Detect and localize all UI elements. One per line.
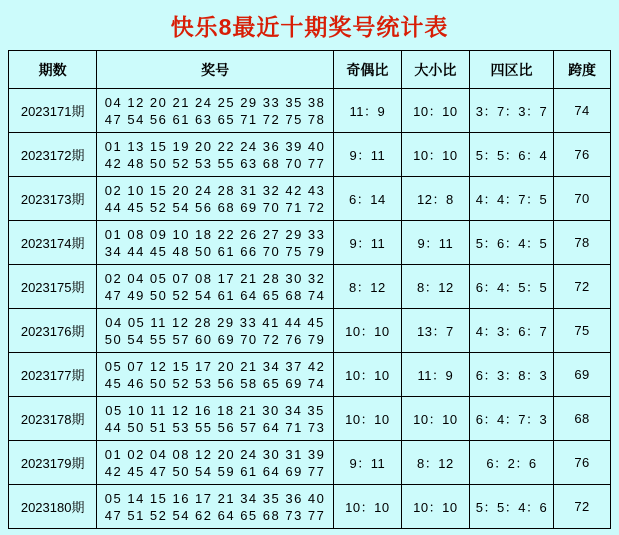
cell-period: 2023171期 — [9, 89, 97, 133]
cell-numbers — [97, 177, 334, 221]
cell-period: 2023179期 — [9, 441, 97, 485]
numbers-line-1: 05 14 15 16 17 21 34 35 36 40 — [104, 490, 326, 506]
numbers-line-2: 42 45 47 50 54 59 61 64 69 77 — [104, 463, 326, 479]
cell-four-zone: 6：2：6 — [469, 441, 553, 485]
cell-span: 68 — [554, 397, 611, 441]
cell-big-small: 10：10 — [401, 397, 469, 441]
cell-big-small: 13：7 — [401, 309, 469, 353]
cell-span: 78 — [554, 221, 611, 265]
cell-period: 2023180期 — [9, 485, 97, 529]
cell-numbers — [97, 353, 334, 397]
cell-four-zone: 5：5：6：4 — [469, 133, 553, 177]
cell-span: 70 — [554, 177, 611, 221]
cell-odd-even: 6：14 — [333, 177, 401, 221]
numbers-line-2: 45 46 50 52 53 56 58 65 69 74 — [104, 375, 326, 391]
numbers-line-2: 44 50 51 53 55 56 57 64 71 73 — [104, 419, 326, 435]
cell-span: 69 — [554, 353, 611, 397]
cell-odd-even: 9：11 — [333, 221, 401, 265]
cell-numbers — [97, 133, 334, 177]
table-row — [9, 221, 611, 265]
cell-four-zone: 6：3：8：3 — [469, 353, 553, 397]
cell-period: 2023172期 — [9, 133, 97, 177]
column-header-big-small: 大小比 — [401, 51, 469, 89]
cell-big-small: 8：12 — [401, 441, 469, 485]
cell-four-zone: 5：5：4：6 — [469, 485, 553, 529]
cell-odd-even: 11：9 — [333, 89, 401, 133]
numbers-line-2: 44 45 52 54 56 68 69 70 71 72 — [104, 199, 326, 215]
cell-numbers — [97, 485, 334, 529]
table-row — [9, 353, 611, 397]
cell-odd-even: 9：11 — [333, 441, 401, 485]
numbers-line-2: 34 44 45 48 50 61 66 70 75 79 — [104, 243, 326, 259]
cell-big-small: 12：8 — [401, 177, 469, 221]
numbers-line-2: 42 48 50 52 53 55 63 68 70 77 — [104, 155, 326, 171]
cell-big-small: 8：12 — [401, 265, 469, 309]
cell-big-small: 9：11 — [401, 221, 469, 265]
table-row — [9, 441, 611, 485]
cell-four-zone: 6：4：7：3 — [469, 397, 553, 441]
numbers-line-2: 47 54 56 61 63 65 71 72 75 78 — [104, 111, 326, 127]
cell-odd-even: 10：10 — [333, 353, 401, 397]
cell-period: 2023176期 — [9, 309, 97, 353]
column-header-four-zone: 四区比 — [469, 51, 553, 89]
table-body — [9, 89, 611, 529]
cell-odd-even: 8：12 — [333, 265, 401, 309]
cell-odd-even: 10：10 — [333, 309, 401, 353]
numbers-line-2: 47 49 50 52 54 61 64 65 68 74 — [104, 287, 326, 303]
numbers-line-1: 05 07 12 15 17 20 21 34 37 42 — [104, 358, 326, 374]
cell-period: 2023178期 — [9, 397, 97, 441]
table-row — [9, 133, 611, 177]
numbers-line-1: 02 10 15 20 24 28 31 32 42 43 — [104, 182, 326, 198]
table-row — [9, 89, 611, 133]
cell-numbers — [97, 397, 334, 441]
page-title: 快乐8最近十期奖号统计表 — [170, 14, 449, 40]
cell-numbers — [97, 309, 334, 353]
cell-four-zone: 4：4：7：5 — [469, 177, 553, 221]
numbers-line-1: 01 13 15 19 20 22 24 36 39 40 — [104, 138, 326, 154]
cell-big-small: 11：9 — [401, 353, 469, 397]
cell-four-zone: 4：3：6：7 — [469, 309, 553, 353]
cell-period: 2023177期 — [9, 353, 97, 397]
table-header — [9, 51, 611, 89]
cell-big-small: 10：10 — [401, 133, 469, 177]
numbers-line-1: 01 02 04 08 12 20 24 30 31 39 — [104, 446, 326, 462]
cell-span: 76 — [554, 133, 611, 177]
cell-period: 2023175期 — [9, 265, 97, 309]
cell-odd-even: 9：11 — [333, 133, 401, 177]
table-row — [9, 485, 611, 529]
table-row — [9, 177, 611, 221]
numbers-line-1: 02 04 05 07 08 17 21 28 30 32 — [104, 270, 326, 286]
cell-numbers — [97, 221, 334, 265]
cell-odd-even: 10：10 — [333, 397, 401, 441]
numbers-line-1: 04 05 11 12 28 29 33 41 44 45 — [105, 314, 325, 330]
cell-period: 2023173期 — [9, 177, 97, 221]
table-row — [9, 309, 611, 353]
table-row — [9, 397, 611, 441]
numbers-line-1: 05 10 11 12 16 18 21 30 34 35 — [105, 402, 325, 418]
numbers-line-1: 04 12 20 21 24 25 29 33 35 38 — [104, 94, 326, 110]
column-header-period: 期数 — [9, 51, 97, 89]
numbers-line-1: 01 08 09 10 18 22 26 27 29 33 — [104, 226, 326, 242]
cell-four-zone: 5：6：4：5 — [469, 221, 553, 265]
header-row — [9, 51, 611, 89]
cell-big-small: 10：10 — [401, 485, 469, 529]
numbers-line-2: 50 54 55 57 60 69 70 72 76 79 — [104, 331, 326, 347]
cell-span: 76 — [554, 441, 611, 485]
numbers-line-2: 47 51 52 54 62 64 65 68 73 77 — [104, 507, 326, 523]
cell-span: 75 — [554, 309, 611, 353]
cell-numbers — [97, 89, 334, 133]
cell-numbers — [97, 441, 334, 485]
cell-numbers — [97, 265, 334, 309]
column-header-span: 跨度 — [554, 51, 611, 89]
cell-span: 74 — [554, 89, 611, 133]
cell-span: 72 — [554, 485, 611, 529]
column-header-numbers: 奖号 — [97, 51, 334, 89]
cell-four-zone: 3：7：3：7 — [469, 89, 553, 133]
cell-period: 2023174期 — [9, 221, 97, 265]
table-row — [9, 265, 611, 309]
column-header-odd-even: 奇偶比 — [333, 51, 401, 89]
cell-four-zone: 6：4：5：5 — [469, 265, 553, 309]
lottery-stat-table — [8, 50, 611, 529]
cell-span: 72 — [554, 265, 611, 309]
cell-big-small: 10：10 — [401, 89, 469, 133]
cell-odd-even: 10：10 — [333, 485, 401, 529]
